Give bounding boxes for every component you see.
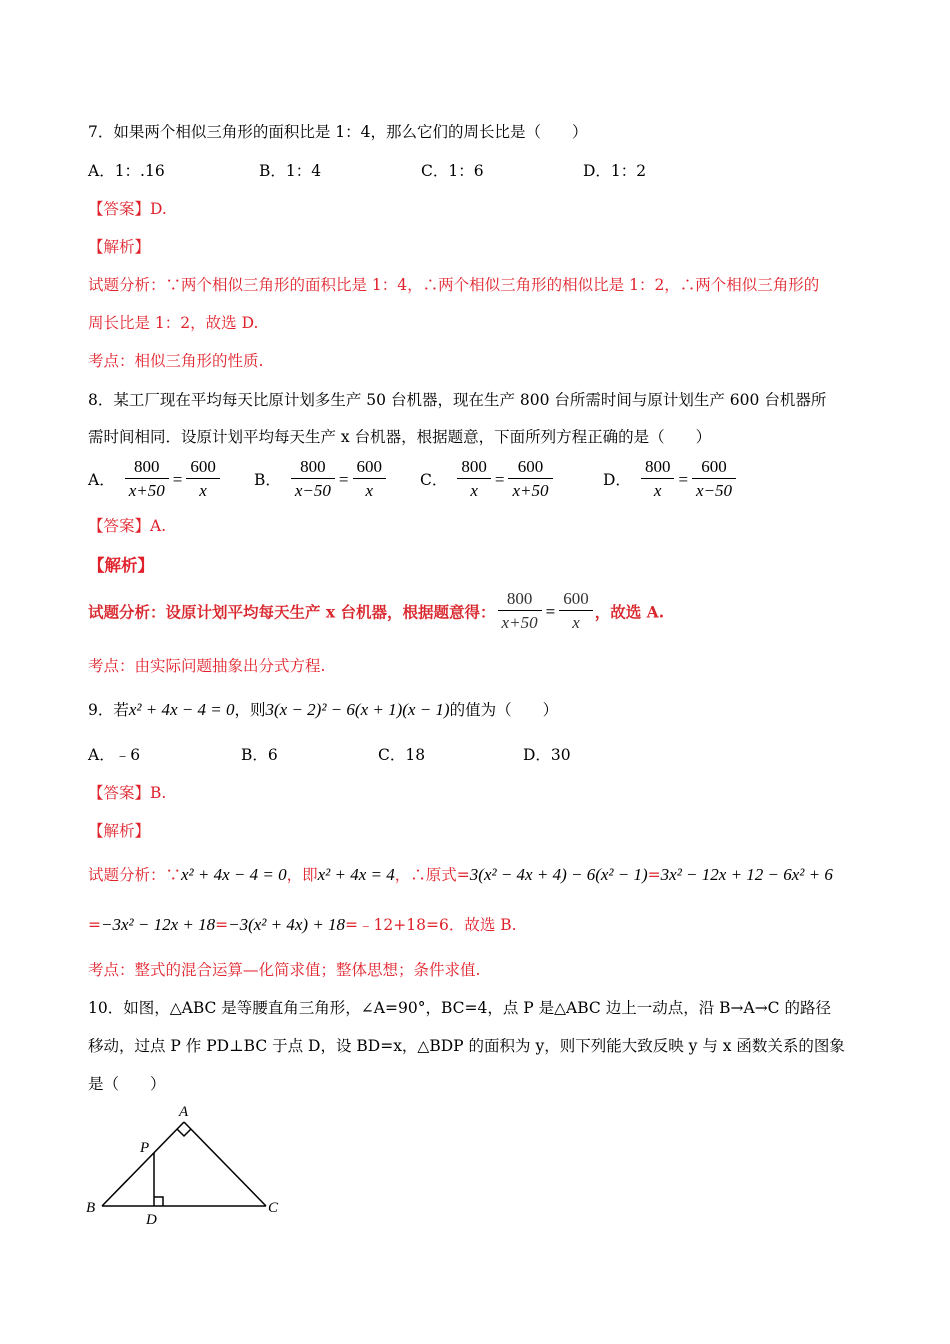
q9-option-d: D．30 (523, 746, 571, 764)
q7-answer: 【答案】D. (88, 200, 167, 218)
q10-stem-line1: 10．如图，△ABC 是等腰直角三角形，∠A=90°，BC=4，点 P 是△ABC 边上一动点，沿 B→A→C 的路径 (88, 999, 831, 1017)
q9-stem: 9．若x² + 4x − 4 = 0，则3(x − 2)² − 6(x + 1)(x − 1)的值为（ ） (88, 700, 559, 719)
q10-stem-line3: 是（ ） (88, 1075, 166, 1093)
label-b: B (86, 1200, 96, 1216)
q7-option-d: D．1：2 (583, 162, 647, 180)
q8-c-right-fraction: $\frac{600}{x+50}$ (508, 456, 552, 503)
label-d: D (146, 1212, 157, 1228)
q8-d-right-fraction: $\frac{600}{x-50}$ (692, 456, 736, 503)
q9-stem-equation2: 3(x − 2)² − 6(x + 1)(x − 1) (265, 700, 450, 719)
q8-stem-line1: 8．某工厂现在平均每天比原计划多生产 50 台机器，现在生产 800 台所需时间与原计划生产 600 台机器所 (88, 391, 827, 409)
q9-analysis-line1: 试题分析：∵x² + 4x − 4 = 0，即x² + 4x = 4，∴原式=3(x² − 4x + 4) − 6(x² − 1)=3x² − 12x + 12 − 6x² + 6 (88, 865, 833, 884)
q7-option-a: A．1：.16 (88, 162, 165, 180)
q8-option-b: B． $\frac{800}{x-50}$ = $\frac{600}{x}$ (254, 456, 388, 503)
q9-option-a: A．﹣6 (88, 746, 141, 764)
q8-kaodian: 考点：由实际问题抽象出分式方程. (88, 657, 326, 675)
q8-analysis-scan: 试题分析：设原计划平均每天生产 x 台机器，根据题意得： $\frac{800}{x+50}$ = $\frac{600}{x}$ ，故选 A. (88, 588, 664, 635)
q8-d-left-fraction: $\frac{800}{x}$ (641, 456, 675, 503)
q8-a-right-fraction: $\frac{600}{x}$ (186, 456, 220, 503)
q8-b-left-fraction: $\frac{800}{x-50}$ (291, 456, 335, 503)
q9-stem-equation1: x² + 4x − 4 = 0 (128, 700, 235, 719)
q8-analysis-end: ，故选 A. (594, 602, 665, 622)
q8-b-right-fraction: $\frac{600}{x}$ (353, 456, 387, 503)
label-c: C (268, 1200, 279, 1216)
q10-stem-line2: 移动，过点 P 作 PD⊥BC 于点 D，设 BD=x，△BDP 的面积为 y，则下列能大致反映 y 与 x 函数关系的图象 (88, 1037, 845, 1055)
label-a: A (179, 1104, 189, 1120)
q7-option-c: C．1：6 (421, 162, 484, 180)
q9-option-c: C．18 (378, 746, 426, 764)
q8-answer: 【答案】A. (88, 517, 167, 535)
q8-analysis-right-fraction: $\frac{600}{x}$ (559, 588, 593, 635)
q9-analysis-line2: =−3x² − 12x + 18=−3(x² + 4x) + 18=﹣12+18=6．故选 B. (88, 915, 517, 934)
q8-analysis-left-fraction: $\frac{800}{x+50}$ (498, 588, 542, 635)
label-p: P (140, 1140, 150, 1156)
q8-c-left-fraction: $\frac{800}{x}$ (457, 456, 491, 503)
q7-analysis-label: 【解析】 (88, 238, 151, 256)
q7-analysis-line2: 周长比是 1：2，故选 D. (88, 314, 259, 332)
q8-analysis-label: 【解析】 (88, 556, 154, 575)
q8-option-c: C． $\frac{800}{x}$ = $\frac{600}{x+50}$ (420, 456, 555, 503)
triangle-figure (80, 1100, 300, 1230)
q9-kaodian: 考点：整式的混合运算—化简求值；整体思想；条件求值. (88, 961, 481, 979)
q8-analysis-text: 试题分析：设原计划平均每天生产 x 台机器，根据题意得： (88, 602, 496, 622)
q9-option-b: B．6 (241, 746, 278, 764)
q8-option-a: A． $\frac{800}{x+50}$ = $\frac{600}{x}$ (88, 456, 222, 503)
q7-stem: 7．如果两个相似三角形的面积比是 1：4，那么它们的周长比是（ ） (88, 123, 588, 141)
q9-analysis-label: 【解析】 (88, 822, 151, 840)
q7-option-b: B．1：4 (259, 162, 322, 180)
q7-analysis-line1: 试题分析：∵两个相似三角形的面积比是 1：4，∴两个相似三角形的相似比是 1：2，∴两个相似三角形的 (88, 276, 820, 294)
q8-stem-line2: 需时间相同．设原计划平均每天生产 x 台机器，根据题意，下面所列方程正确的是（ ） (88, 428, 712, 446)
q8-option-d: D． $\frac{800}{x}$ = $\frac{600}{x-50}$ (603, 456, 738, 503)
q8-a-left-fraction: $\frac{800}{x+50}$ (125, 456, 169, 503)
q7-kaodian: 考点：相似三角形的性质. (88, 352, 264, 370)
q9-answer: 【答案】B. (88, 784, 167, 802)
